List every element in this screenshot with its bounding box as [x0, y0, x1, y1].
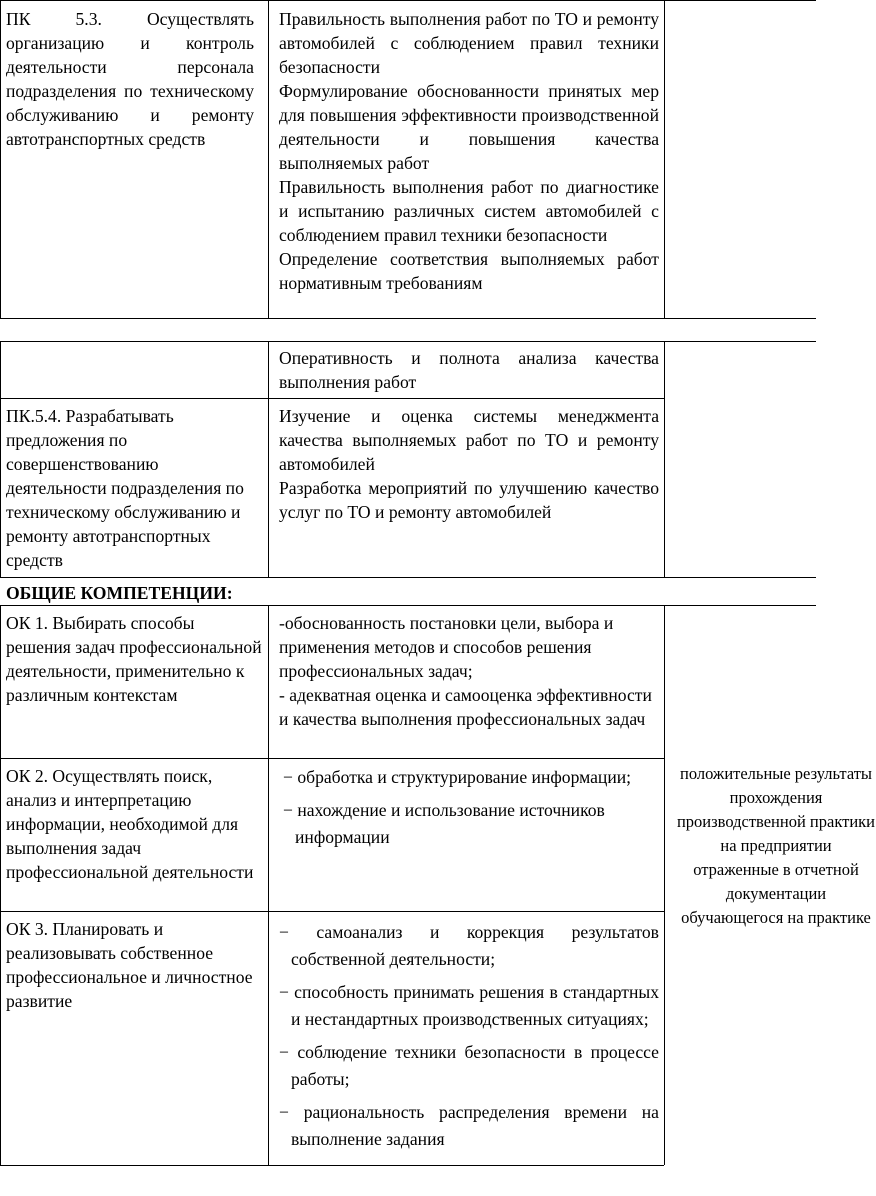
quality-analysis-criterion: Оперативность и полнота анализа качества выполнения работ — [279, 348, 659, 392]
table-border — [0, 605, 1, 1165]
table-border — [664, 605, 665, 1165]
table-border — [268, 605, 269, 1165]
ok-2-title: ОК 2. Осуществлять поиск, анализ и интерпретацию информации, необходимой для выполнения задач профессиональной деятельности — [6, 766, 254, 882]
ok-2-criteria — [283, 764, 659, 851]
criterion: Правильность выполнения работ по ТО и ремонту автомобилей с соблюдением правил техники безопасности — [279, 9, 659, 77]
criterion: Правильность выполнения работ по диагностике и испытанию различных систем автомобилей с соблюдением правил техники безопасности — [279, 177, 659, 245]
table-border — [0, 911, 664, 912]
ok-3-title: ОК 3. Планировать и реализовывать собственное профессиональное и личностное развитие — [6, 919, 253, 1011]
criterion: -обоснованность постановки цели, выбора и применения методов и способов решения профессиональных задач; — [279, 613, 614, 681]
table-border — [0, 341, 1, 577]
section-title: ОБЩИЕ КОМПЕТЕНЦИИ: — [6, 583, 233, 603]
criterion: Формулирование обоснованности принятых мер для повышения эффективности производственной деятельности и повышения качества выполняемых работ — [279, 81, 659, 173]
table-border — [0, 0, 1, 318]
criterion: − нахождение и использование источников информации — [283, 800, 605, 847]
table-border — [268, 341, 269, 577]
ok-1-title: ОК 1. Выбирать способы решения задач профессиональной деятельности, применительно к различным контекстам — [6, 613, 262, 705]
table-border — [664, 341, 665, 577]
pk-5-3-criteria — [279, 7, 659, 295]
table-border — [0, 758, 664, 759]
criterion: Определение соответствия выполняемых работ нормативным требованиям — [279, 249, 659, 293]
criterion: − обработка и структурирование информации; — [283, 767, 632, 787]
table-border — [268, 0, 269, 318]
criterion: Изучение и оценка системы менеджмента качества выполняемых работ по ТО и ремонту автомобилей — [279, 406, 659, 474]
table-border — [0, 605, 816, 606]
pk-5-4-criteria — [279, 404, 659, 524]
pk-5-3-title: ПК 5.3. Осуществлять организацию и контроль деятельности персонала подразделения по техническому обслуживанию и ремонту автотранспортных средств — [6, 9, 254, 149]
assessment-method: положительные результаты прохождения производственной практики на предприятии отраженные в отчетной документации обучающегося на практике — [676, 764, 876, 927]
criterion: − самоанализ и коррекция результатов собственной деятельности; — [279, 922, 659, 969]
table-border — [0, 0, 816, 1]
criterion: - адекватная оценка и самооценка эффективности и качества выполнения профессиональных задач — [279, 685, 652, 729]
pk-5-4-title: ПК.5.4. Разрабатывать предложения по совершенствованию деятельности подразделения по техническому обслуживанию и ремонту автотранспортных средств — [6, 406, 244, 570]
table-border — [0, 398, 664, 399]
table-border — [0, 1165, 664, 1166]
criterion: − соблюдение техники безопасности в процессе работы; — [279, 1042, 659, 1089]
criterion: − способность принимать решения в стандартных и нестандартных производственных ситуациях; — [279, 982, 659, 1029]
ok-1-criteria — [279, 611, 659, 731]
table-border — [0, 318, 816, 319]
ok-3-criteria — [279, 919, 659, 1153]
table-border — [0, 341, 816, 342]
criterion: − рациональность распределения времени на выполнение задания — [279, 1102, 659, 1149]
table-border — [0, 577, 816, 578]
table-border — [664, 0, 665, 318]
criterion: Разработка мероприятий по улучшению качество услуг по ТО и ремонту автомобилей — [279, 478, 659, 522]
